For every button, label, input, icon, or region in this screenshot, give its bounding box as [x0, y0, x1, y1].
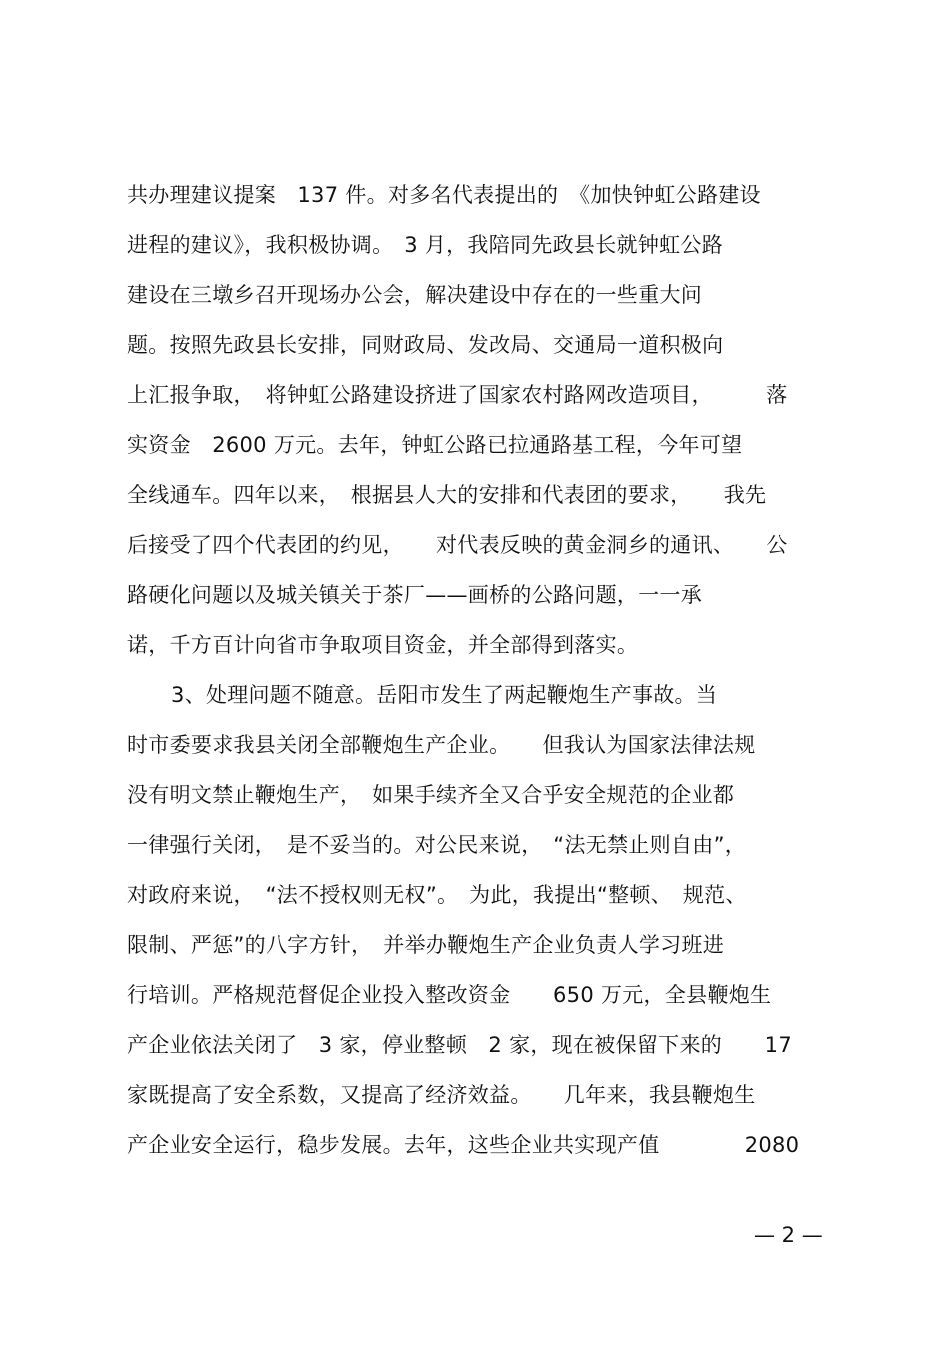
- text-line: 建设在三墩乡召开现场办公会，解决建设中存在的一些重大问: [127, 283, 703, 307]
- text-line: 一律强行关闭， 是不妥当的。对公民来说， “法无禁止则自由”，: [127, 833, 747, 857]
- text-line: 行培训。严格规范督促企业投入整改资金 650 万元，全县鞭炮生: [127, 983, 772, 1007]
- paragraph-start-line: 3、处理问题不随意。岳阳市发生了两起鞭炮生产事故。当: [171, 683, 718, 707]
- text-line: 对政府来说， “法不授权则无权”。 为此，我提出“整顿、 规范、: [127, 883, 747, 907]
- text-line: 限制、严惩”的八字方针， 并举办鞭炮生产企业负责人学习班进: [127, 933, 725, 957]
- text-line: 诺，千方百计向省市争取项目资金，并全部得到落实。: [127, 633, 639, 657]
- text-line: 没有明文禁止鞭炮生产， 如果手续齐全又合乎安全规范的企业都: [127, 783, 735, 807]
- text-line: 时市委要求我县关闭全部鞭炮生产企业。 但我认为国家法律法规: [127, 733, 756, 757]
- text-line: 题。按照先政县长安排，同财政局、发改局、交通局一道积极向: [127, 333, 724, 357]
- text-line: 后接受了四个代表团的约见， 对代表反映的黄金洞乡的通讯、 公: [127, 533, 788, 557]
- text-line: 进程的建议》，我积极协调。 3 月，我陪同先政县长就钟虹公路: [127, 233, 724, 257]
- text-line: 实资金 2600 万元。去年，钟虹公路已拉通路基工程，今年可望: [127, 433, 743, 457]
- text-line: 产企业安全运行，稳步发展。去年，这些企业共实现产值 2080: [127, 1133, 800, 1157]
- text-line: 路硬化问题以及城关镇关于茶厂——画桥的公路问题，一一承: [127, 583, 703, 607]
- page-number: — 2 —: [754, 1223, 823, 1247]
- text-line: 产企业依法关闭了 3 家，停业整顿 2 家，现在被保留下来的 17: [127, 1033, 792, 1057]
- text-line: 上汇报争取， 将钟虹公路建设挤进了国家农村路网改造项目， 落: [127, 383, 788, 407]
- text-line: 全线通车。四年以来， 根据县人大的安排和代表团的要求， 我先: [127, 483, 767, 507]
- text-line: 家既提高了安全系数，又提高了经济效益。 几年来，我县鞭炮生: [127, 1083, 756, 1107]
- text-line: 共办理建议提案 137 件。对多名代表提出的 《加快钟虹公路建设: [127, 183, 761, 207]
